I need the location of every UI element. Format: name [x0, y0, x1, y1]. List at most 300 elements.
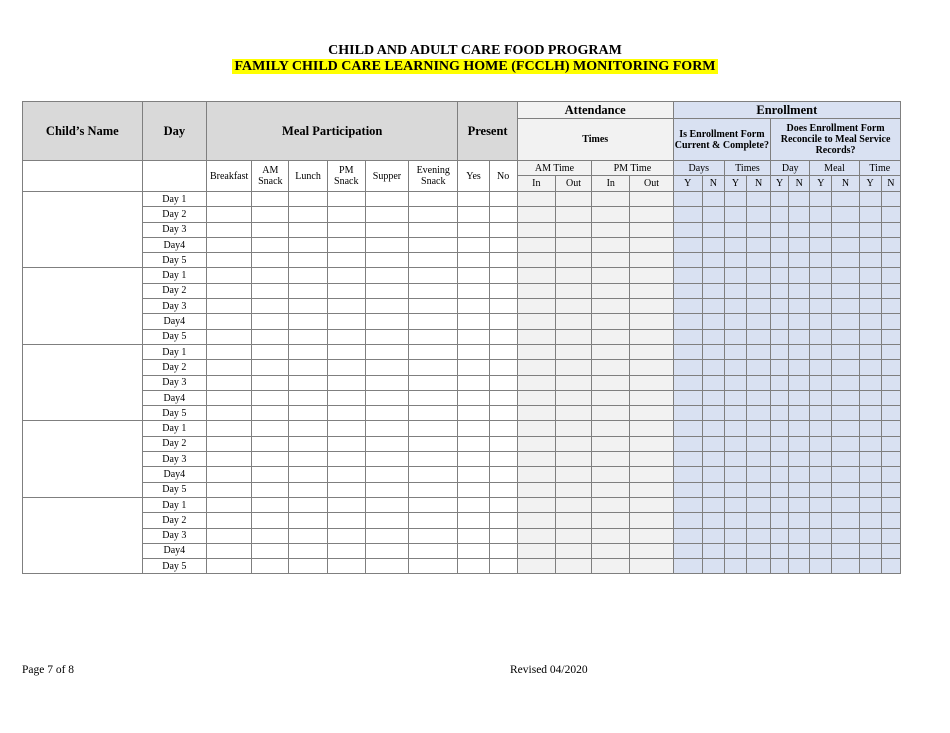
present-no-cell[interactable]: [489, 421, 517, 436]
days-y-cell[interactable]: [673, 207, 702, 222]
days-n-cell[interactable]: [702, 406, 724, 421]
am-in-cell[interactable]: [517, 513, 555, 528]
present-yes-cell[interactable]: [458, 222, 489, 237]
supper-cell[interactable]: [365, 467, 408, 482]
breakfast-cell[interactable]: [207, 390, 252, 405]
time-y-cell[interactable]: [859, 528, 881, 543]
supper-cell[interactable]: [365, 436, 408, 451]
meal-n-cell[interactable]: [832, 513, 859, 528]
meal-n-cell[interactable]: [832, 406, 859, 421]
am-snack-cell[interactable]: [252, 528, 289, 543]
day-n-cell[interactable]: [789, 436, 810, 451]
time-n-cell[interactable]: [881, 268, 900, 283]
day-y-cell[interactable]: [771, 207, 789, 222]
pm-snack-cell[interactable]: [327, 283, 365, 298]
meal-n-cell[interactable]: [832, 192, 859, 207]
times-n-cell[interactable]: [747, 237, 771, 252]
am-out-cell[interactable]: [555, 253, 591, 268]
present-no-cell[interactable]: [489, 375, 517, 390]
am-out-cell[interactable]: [555, 421, 591, 436]
times-n-cell[interactable]: [747, 253, 771, 268]
meal-y-cell[interactable]: [810, 559, 832, 574]
supper-cell[interactable]: [365, 192, 408, 207]
meal-y-cell[interactable]: [810, 207, 832, 222]
supper-cell[interactable]: [365, 268, 408, 283]
present-yes-cell[interactable]: [458, 559, 489, 574]
time-n-cell[interactable]: [881, 360, 900, 375]
day-y-cell[interactable]: [771, 406, 789, 421]
meal-y-cell[interactable]: [810, 253, 832, 268]
times-n-cell[interactable]: [747, 513, 771, 528]
present-yes-cell[interactable]: [458, 406, 489, 421]
meal-y-cell[interactable]: [810, 314, 832, 329]
breakfast-cell[interactable]: [207, 436, 252, 451]
supper-cell[interactable]: [365, 299, 408, 314]
pm-in-cell[interactable]: [592, 543, 630, 558]
times-n-cell[interactable]: [747, 390, 771, 405]
am-in-cell[interactable]: [517, 436, 555, 451]
present-yes-cell[interactable]: [458, 452, 489, 467]
day-y-cell[interactable]: [771, 222, 789, 237]
evening-snack-cell[interactable]: [409, 390, 458, 405]
meal-n-cell[interactable]: [832, 543, 859, 558]
day-y-cell[interactable]: [771, 559, 789, 574]
time-y-cell[interactable]: [859, 436, 881, 451]
pm-in-cell[interactable]: [592, 375, 630, 390]
breakfast-cell[interactable]: [207, 421, 252, 436]
lunch-cell[interactable]: [289, 497, 327, 512]
days-y-cell[interactable]: [673, 268, 702, 283]
pm-out-cell[interactable]: [630, 344, 673, 359]
times-y-cell[interactable]: [724, 421, 746, 436]
am-out-cell[interactable]: [555, 314, 591, 329]
am-in-cell[interactable]: [517, 314, 555, 329]
day-n-cell[interactable]: [789, 192, 810, 207]
times-y-cell[interactable]: [724, 268, 746, 283]
present-no-cell[interactable]: [489, 314, 517, 329]
am-in-cell[interactable]: [517, 192, 555, 207]
am-snack-cell[interactable]: [252, 421, 289, 436]
days-y-cell[interactable]: [673, 497, 702, 512]
times-n-cell[interactable]: [747, 421, 771, 436]
supper-cell[interactable]: [365, 452, 408, 467]
time-y-cell[interactable]: [859, 222, 881, 237]
days-n-cell[interactable]: [702, 344, 724, 359]
pm-out-cell[interactable]: [630, 421, 673, 436]
evening-snack-cell[interactable]: [409, 253, 458, 268]
pm-snack-cell[interactable]: [327, 421, 365, 436]
times-y-cell[interactable]: [724, 375, 746, 390]
breakfast-cell[interactable]: [207, 543, 252, 558]
time-y-cell[interactable]: [859, 513, 881, 528]
lunch-cell[interactable]: [289, 360, 327, 375]
am-out-cell[interactable]: [555, 452, 591, 467]
time-n-cell[interactable]: [881, 497, 900, 512]
present-no-cell[interactable]: [489, 344, 517, 359]
day-y-cell[interactable]: [771, 283, 789, 298]
meal-n-cell[interactable]: [832, 390, 859, 405]
am-snack-cell[interactable]: [252, 497, 289, 512]
present-no-cell[interactable]: [489, 543, 517, 558]
meal-y-cell[interactable]: [810, 237, 832, 252]
meal-n-cell[interactable]: [832, 482, 859, 497]
meal-n-cell[interactable]: [832, 207, 859, 222]
pm-snack-cell[interactable]: [327, 207, 365, 222]
pm-in-cell[interactable]: [592, 237, 630, 252]
pm-out-cell[interactable]: [630, 253, 673, 268]
am-out-cell[interactable]: [555, 497, 591, 512]
am-snack-cell[interactable]: [252, 344, 289, 359]
day-y-cell[interactable]: [771, 268, 789, 283]
present-no-cell[interactable]: [489, 436, 517, 451]
pm-snack-cell[interactable]: [327, 390, 365, 405]
am-out-cell[interactable]: [555, 329, 591, 344]
times-n-cell[interactable]: [747, 283, 771, 298]
evening-snack-cell[interactable]: [409, 543, 458, 558]
pm-in-cell[interactable]: [592, 421, 630, 436]
days-n-cell[interactable]: [702, 421, 724, 436]
present-yes-cell[interactable]: [458, 375, 489, 390]
days-y-cell[interactable]: [673, 253, 702, 268]
evening-snack-cell[interactable]: [409, 222, 458, 237]
day-y-cell[interactable]: [771, 192, 789, 207]
days-y-cell[interactable]: [673, 543, 702, 558]
meal-y-cell[interactable]: [810, 329, 832, 344]
day-y-cell[interactable]: [771, 452, 789, 467]
time-y-cell[interactable]: [859, 543, 881, 558]
am-in-cell[interactable]: [517, 497, 555, 512]
pm-in-cell[interactable]: [592, 559, 630, 574]
breakfast-cell[interactable]: [207, 222, 252, 237]
present-no-cell[interactable]: [489, 497, 517, 512]
time-n-cell[interactable]: [881, 375, 900, 390]
am-out-cell[interactable]: [555, 406, 591, 421]
present-no-cell[interactable]: [489, 467, 517, 482]
meal-n-cell[interactable]: [832, 299, 859, 314]
am-in-cell[interactable]: [517, 559, 555, 574]
days-n-cell[interactable]: [702, 360, 724, 375]
child-name-input[interactable]: [23, 344, 143, 420]
time-n-cell[interactable]: [881, 253, 900, 268]
day-y-cell[interactable]: [771, 390, 789, 405]
days-n-cell[interactable]: [702, 559, 724, 574]
days-y-cell[interactable]: [673, 344, 702, 359]
present-no-cell[interactable]: [489, 253, 517, 268]
day-y-cell[interactable]: [771, 497, 789, 512]
evening-snack-cell[interactable]: [409, 421, 458, 436]
time-y-cell[interactable]: [859, 344, 881, 359]
present-no-cell[interactable]: [489, 283, 517, 298]
day-y-cell[interactable]: [771, 237, 789, 252]
breakfast-cell[interactable]: [207, 253, 252, 268]
day-y-cell[interactable]: [771, 513, 789, 528]
times-y-cell[interactable]: [724, 222, 746, 237]
day-n-cell[interactable]: [789, 482, 810, 497]
evening-snack-cell[interactable]: [409, 237, 458, 252]
times-y-cell[interactable]: [724, 344, 746, 359]
pm-out-cell[interactable]: [630, 559, 673, 574]
pm-in-cell[interactable]: [592, 513, 630, 528]
day-n-cell[interactable]: [789, 390, 810, 405]
lunch-cell[interactable]: [289, 329, 327, 344]
pm-out-cell[interactable]: [630, 314, 673, 329]
day-y-cell[interactable]: [771, 344, 789, 359]
days-n-cell[interactable]: [702, 192, 724, 207]
meal-y-cell[interactable]: [810, 452, 832, 467]
present-yes-cell[interactable]: [458, 482, 489, 497]
am-in-cell[interactable]: [517, 344, 555, 359]
times-n-cell[interactable]: [747, 467, 771, 482]
am-in-cell[interactable]: [517, 528, 555, 543]
am-snack-cell[interactable]: [252, 314, 289, 329]
times-y-cell[interactable]: [724, 406, 746, 421]
pm-snack-cell[interactable]: [327, 253, 365, 268]
am-snack-cell[interactable]: [252, 543, 289, 558]
present-no-cell[interactable]: [489, 390, 517, 405]
days-n-cell[interactable]: [702, 207, 724, 222]
evening-snack-cell[interactable]: [409, 207, 458, 222]
pm-snack-cell[interactable]: [327, 513, 365, 528]
am-out-cell[interactable]: [555, 513, 591, 528]
evening-snack-cell[interactable]: [409, 375, 458, 390]
am-out-cell[interactable]: [555, 436, 591, 451]
meal-n-cell[interactable]: [832, 421, 859, 436]
pm-out-cell[interactable]: [630, 452, 673, 467]
present-no-cell[interactable]: [489, 452, 517, 467]
present-no-cell[interactable]: [489, 513, 517, 528]
day-n-cell[interactable]: [789, 207, 810, 222]
pm-snack-cell[interactable]: [327, 482, 365, 497]
days-y-cell[interactable]: [673, 237, 702, 252]
day-y-cell[interactable]: [771, 436, 789, 451]
am-out-cell[interactable]: [555, 482, 591, 497]
times-y-cell[interactable]: [724, 497, 746, 512]
am-snack-cell[interactable]: [252, 452, 289, 467]
day-y-cell[interactable]: [771, 528, 789, 543]
am-snack-cell[interactable]: [252, 559, 289, 574]
evening-snack-cell[interactable]: [409, 283, 458, 298]
days-y-cell[interactable]: [673, 299, 702, 314]
am-out-cell[interactable]: [555, 390, 591, 405]
pm-in-cell[interactable]: [592, 222, 630, 237]
times-n-cell[interactable]: [747, 360, 771, 375]
times-n-cell[interactable]: [747, 528, 771, 543]
meal-y-cell[interactable]: [810, 375, 832, 390]
day-n-cell[interactable]: [789, 375, 810, 390]
meal-y-cell[interactable]: [810, 222, 832, 237]
am-in-cell[interactable]: [517, 390, 555, 405]
am-snack-cell[interactable]: [252, 299, 289, 314]
am-in-cell[interactable]: [517, 543, 555, 558]
meal-y-cell[interactable]: [810, 482, 832, 497]
am-out-cell[interactable]: [555, 467, 591, 482]
days-y-cell[interactable]: [673, 528, 702, 543]
am-in-cell[interactable]: [517, 375, 555, 390]
supper-cell[interactable]: [365, 222, 408, 237]
pm-in-cell[interactable]: [592, 452, 630, 467]
lunch-cell[interactable]: [289, 268, 327, 283]
am-out-cell[interactable]: [555, 192, 591, 207]
evening-snack-cell[interactable]: [409, 497, 458, 512]
time-y-cell[interactable]: [859, 406, 881, 421]
days-y-cell[interactable]: [673, 314, 702, 329]
times-n-cell[interactable]: [747, 436, 771, 451]
time-n-cell[interactable]: [881, 390, 900, 405]
meal-n-cell[interactable]: [832, 268, 859, 283]
breakfast-cell[interactable]: [207, 528, 252, 543]
time-y-cell[interactable]: [859, 314, 881, 329]
present-no-cell[interactable]: [489, 329, 517, 344]
am-snack-cell[interactable]: [252, 237, 289, 252]
pm-snack-cell[interactable]: [327, 497, 365, 512]
present-yes-cell[interactable]: [458, 329, 489, 344]
day-n-cell[interactable]: [789, 452, 810, 467]
present-no-cell[interactable]: [489, 268, 517, 283]
supper-cell[interactable]: [365, 513, 408, 528]
lunch-cell[interactable]: [289, 467, 327, 482]
present-yes-cell[interactable]: [458, 299, 489, 314]
day-n-cell[interactable]: [789, 421, 810, 436]
am-snack-cell[interactable]: [252, 360, 289, 375]
pm-in-cell[interactable]: [592, 406, 630, 421]
supper-cell[interactable]: [365, 559, 408, 574]
meal-y-cell[interactable]: [810, 299, 832, 314]
meal-y-cell[interactable]: [810, 467, 832, 482]
days-y-cell[interactable]: [673, 513, 702, 528]
evening-snack-cell[interactable]: [409, 268, 458, 283]
pm-in-cell[interactable]: [592, 360, 630, 375]
breakfast-cell[interactable]: [207, 329, 252, 344]
supper-cell[interactable]: [365, 375, 408, 390]
days-y-cell[interactable]: [673, 329, 702, 344]
evening-snack-cell[interactable]: [409, 436, 458, 451]
am-snack-cell[interactable]: [252, 482, 289, 497]
meal-n-cell[interactable]: [832, 253, 859, 268]
am-out-cell[interactable]: [555, 268, 591, 283]
meal-n-cell[interactable]: [832, 329, 859, 344]
pm-snack-cell[interactable]: [327, 467, 365, 482]
pm-out-cell[interactable]: [630, 497, 673, 512]
pm-snack-cell[interactable]: [327, 406, 365, 421]
present-yes-cell[interactable]: [458, 436, 489, 451]
evening-snack-cell[interactable]: [409, 452, 458, 467]
time-n-cell[interactable]: [881, 283, 900, 298]
meal-y-cell[interactable]: [810, 543, 832, 558]
am-out-cell[interactable]: [555, 283, 591, 298]
days-n-cell[interactable]: [702, 375, 724, 390]
time-y-cell[interactable]: [859, 329, 881, 344]
pm-out-cell[interactable]: [630, 375, 673, 390]
present-yes-cell[interactable]: [458, 192, 489, 207]
supper-cell[interactable]: [365, 237, 408, 252]
time-n-cell[interactable]: [881, 559, 900, 574]
pm-in-cell[interactable]: [592, 207, 630, 222]
am-out-cell[interactable]: [555, 360, 591, 375]
times-n-cell[interactable]: [747, 559, 771, 574]
evening-snack-cell[interactable]: [409, 559, 458, 574]
pm-in-cell[interactable]: [592, 497, 630, 512]
am-in-cell[interactable]: [517, 253, 555, 268]
supper-cell[interactable]: [365, 360, 408, 375]
times-n-cell[interactable]: [747, 375, 771, 390]
times-y-cell[interactable]: [724, 253, 746, 268]
evening-snack-cell[interactable]: [409, 192, 458, 207]
day-y-cell[interactable]: [771, 375, 789, 390]
am-in-cell[interactable]: [517, 360, 555, 375]
am-out-cell[interactable]: [555, 222, 591, 237]
time-y-cell[interactable]: [859, 299, 881, 314]
days-y-cell[interactable]: [673, 452, 702, 467]
days-n-cell[interactable]: [702, 513, 724, 528]
am-snack-cell[interactable]: [252, 467, 289, 482]
meal-n-cell[interactable]: [832, 452, 859, 467]
am-in-cell[interactable]: [517, 421, 555, 436]
time-y-cell[interactable]: [859, 482, 881, 497]
breakfast-cell[interactable]: [207, 207, 252, 222]
pm-snack-cell[interactable]: [327, 299, 365, 314]
days-y-cell[interactable]: [673, 559, 702, 574]
am-snack-cell[interactable]: [252, 390, 289, 405]
lunch-cell[interactable]: [289, 390, 327, 405]
times-y-cell[interactable]: [724, 543, 746, 558]
am-out-cell[interactable]: [555, 559, 591, 574]
days-n-cell[interactable]: [702, 237, 724, 252]
evening-snack-cell[interactable]: [409, 406, 458, 421]
lunch-cell[interactable]: [289, 237, 327, 252]
time-n-cell[interactable]: [881, 237, 900, 252]
lunch-cell[interactable]: [289, 192, 327, 207]
times-n-cell[interactable]: [747, 344, 771, 359]
days-n-cell[interactable]: [702, 314, 724, 329]
evening-snack-cell[interactable]: [409, 467, 458, 482]
present-no-cell[interactable]: [489, 207, 517, 222]
am-out-cell[interactable]: [555, 528, 591, 543]
pm-out-cell[interactable]: [630, 528, 673, 543]
time-n-cell[interactable]: [881, 513, 900, 528]
present-yes-cell[interactable]: [458, 207, 489, 222]
day-n-cell[interactable]: [789, 283, 810, 298]
lunch-cell[interactable]: [289, 513, 327, 528]
day-n-cell[interactable]: [789, 268, 810, 283]
day-n-cell[interactable]: [789, 528, 810, 543]
am-in-cell[interactable]: [517, 329, 555, 344]
lunch-cell[interactable]: [289, 253, 327, 268]
pm-out-cell[interactable]: [630, 329, 673, 344]
am-in-cell[interactable]: [517, 467, 555, 482]
pm-snack-cell[interactable]: [327, 192, 365, 207]
am-snack-cell[interactable]: [252, 283, 289, 298]
am-snack-cell[interactable]: [252, 268, 289, 283]
days-n-cell[interactable]: [702, 329, 724, 344]
present-no-cell[interactable]: [489, 299, 517, 314]
meal-n-cell[interactable]: [832, 375, 859, 390]
days-y-cell[interactable]: [673, 283, 702, 298]
pm-in-cell[interactable]: [592, 390, 630, 405]
pm-in-cell[interactable]: [592, 283, 630, 298]
supper-cell[interactable]: [365, 406, 408, 421]
day-y-cell[interactable]: [771, 329, 789, 344]
day-n-cell[interactable]: [789, 360, 810, 375]
pm-in-cell[interactable]: [592, 467, 630, 482]
am-snack-cell[interactable]: [252, 192, 289, 207]
supper-cell[interactable]: [365, 314, 408, 329]
lunch-cell[interactable]: [289, 299, 327, 314]
present-yes-cell[interactable]: [458, 344, 489, 359]
lunch-cell[interactable]: [289, 283, 327, 298]
meal-n-cell[interactable]: [832, 314, 859, 329]
am-out-cell[interactable]: [555, 237, 591, 252]
meal-n-cell[interactable]: [832, 222, 859, 237]
